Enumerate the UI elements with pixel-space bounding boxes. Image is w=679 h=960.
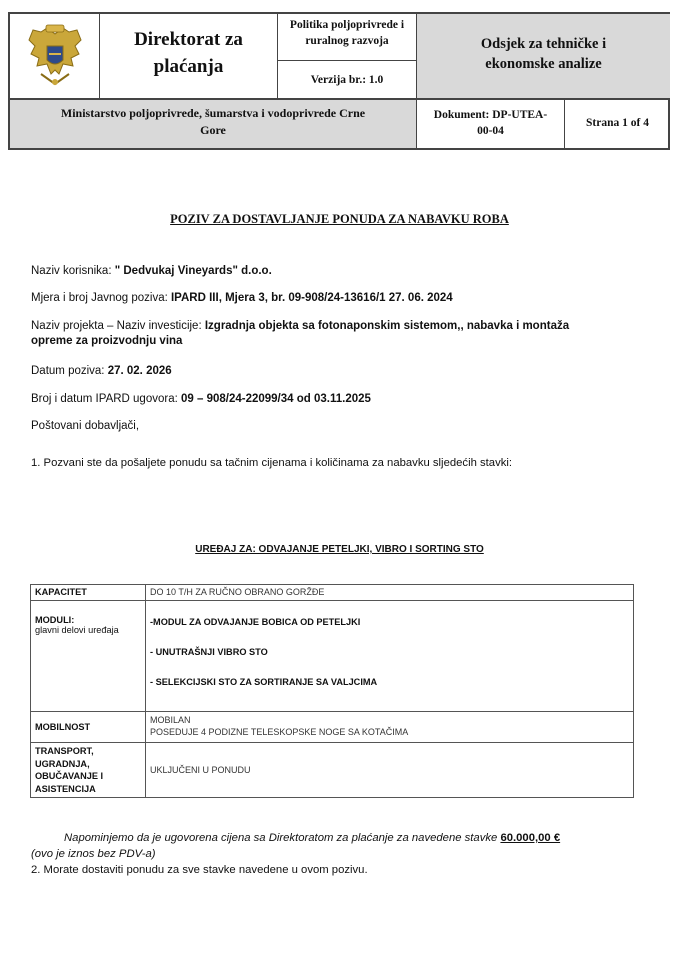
ministry-line1: Ministarstvo poljoprivrede, šumarstva i vodoprivrede Crne: [60, 106, 366, 120]
coat-of-arms-icon: [27, 24, 83, 90]
greeting: Poštovani dobavljači,: [31, 420, 140, 432]
emblem-cell: [10, 14, 100, 100]
price-note: [31, 830, 661, 862]
document-title: POZIV ZA DOSTAVLJANJE PONUDA ZA NABAVKU ROBA: [170, 212, 509, 226]
modul-item: - UNUTRAŠNJI VIBRO STO: [150, 647, 268, 657]
transport-label-line: ASISTENCIJA: [35, 783, 96, 794]
table-row: [31, 712, 634, 743]
field-ugovor-label: Broj i datum IPARD ugovora:: [31, 393, 181, 405]
moduli-label: [31, 601, 146, 712]
department-cell: [417, 14, 670, 100]
field-poziv-label: Mjera i broj Javnog poziva:: [31, 292, 171, 304]
page-number-cell: [565, 100, 670, 148]
moduli-label-line2: glavni delovi uređaja: [35, 625, 119, 635]
policy-line2: ruralnog razvoja: [305, 35, 389, 47]
document-id-cell: [417, 100, 565, 148]
price-note-text: Napominjemo da je ugovorena cijena sa Direktoratom za plaćanje za navedene stavke: [64, 832, 501, 844]
field-poziv: [31, 291, 453, 306]
modul-item: - SELEKCIJSKI STO ZA SORTIRANJE SA VALJCIMA: [150, 677, 378, 687]
field-projekat: [31, 319, 651, 349]
mobilnost-value-line2: POSEDUJE 4 PODIZNE TELESKOPSKE NOGE SA KOTAČIMA: [150, 727, 409, 737]
document-header: [8, 12, 670, 150]
org-title-line2: plaćanja: [153, 56, 224, 77]
field-datum: [31, 364, 172, 379]
org-title-cell: [100, 14, 278, 100]
spec-table: [30, 584, 634, 798]
department-line1: Odsjek za tehničke i: [480, 36, 607, 52]
field-korisnik: [31, 264, 272, 279]
field-korisnik-label: Naziv korisnika:: [31, 265, 115, 277]
document-id-line1: Dokument: DP-UTEA-: [433, 109, 548, 121]
transport-label-line: TRANSPORT,: [35, 746, 94, 756]
kapacitet-label: KAPACITET: [31, 585, 146, 601]
transport-label-line: UGRADNJA,: [35, 758, 90, 769]
document-id-line2: 00-04: [477, 125, 504, 137]
policy-cell: [278, 14, 417, 61]
field-datum-label: Datum poziva:: [31, 365, 108, 377]
modul-item: -MODUL ZA ODVAJANJE BOBICA OD PETELJKI: [150, 617, 361, 627]
field-korisnik-value: " Dedvukaj Vineyards" d.o.o.: [114, 265, 272, 277]
field-ugovor-value: 09 – 908/24-22099/34 od 03.11.2025: [181, 393, 371, 405]
policy-line1: Politika poljoprivrede i: [289, 19, 405, 31]
field-projekat-value-2: opreme za proizvodnju vina: [31, 335, 183, 347]
transport-label: [31, 743, 146, 798]
mobilnost-label: MOBILNOST: [31, 712, 146, 743]
mobilnost-value: [146, 712, 634, 743]
field-datum-value: 27. 02. 2026: [107, 365, 172, 377]
kapacitet-value: DO 10 T/H ZA RUČNO OBRANO GORŽĐE: [146, 585, 634, 601]
page-number: Strana 1 of 4: [586, 117, 649, 129]
version-label: Verzija br.: 1.0: [310, 74, 384, 86]
field-projekat-label: Naziv projekta – Naziv investicije:: [31, 320, 205, 332]
point-1: 1. Pozvani ste da pošaljete ponudu sa tačnim cijenama i količinama za nabavku sljedećih stavki:: [31, 457, 513, 469]
moduli-value: [146, 601, 634, 712]
ministry-line2: Gore: [200, 123, 226, 137]
price-note-amount: 60.000,00 €: [500, 832, 561, 844]
table-row: [31, 601, 634, 712]
ministry-cell: [10, 100, 417, 148]
point-2: 2. Morate dostaviti ponudu za sve stavke navedene u ovom pozivu.: [31, 864, 368, 876]
field-poziv-value: IPARD III, Mjera 3, br. 09-908/24-13616/1 27. 06. 2024: [170, 292, 453, 304]
version-cell: [278, 61, 417, 100]
price-note-vat: (ovo je iznos bez PDV-a): [31, 848, 156, 860]
field-ugovor: [31, 392, 371, 407]
table-row: [31, 585, 634, 601]
transport-value: UKLJUČENI U PONUDU: [146, 743, 634, 798]
mobilnost-value-line1: MOBILAN: [150, 715, 191, 725]
device-title: UREĐAJ ZA: ODVAJANJE PETELJKI, VIBRO I SORTING STO: [195, 544, 484, 555]
field-projekat-value-1: Izgradnja objekta sa fotonaponskim sistemom,, nabavka i montaža: [204, 320, 570, 332]
moduli-label-line1: MODULI:: [35, 615, 75, 625]
transport-label-line: OBUČAVANJE I: [35, 771, 104, 781]
table-row: [31, 743, 634, 798]
org-title-line1: Direktorat za: [134, 29, 243, 50]
department-line2: ekonomske analize: [485, 56, 602, 72]
